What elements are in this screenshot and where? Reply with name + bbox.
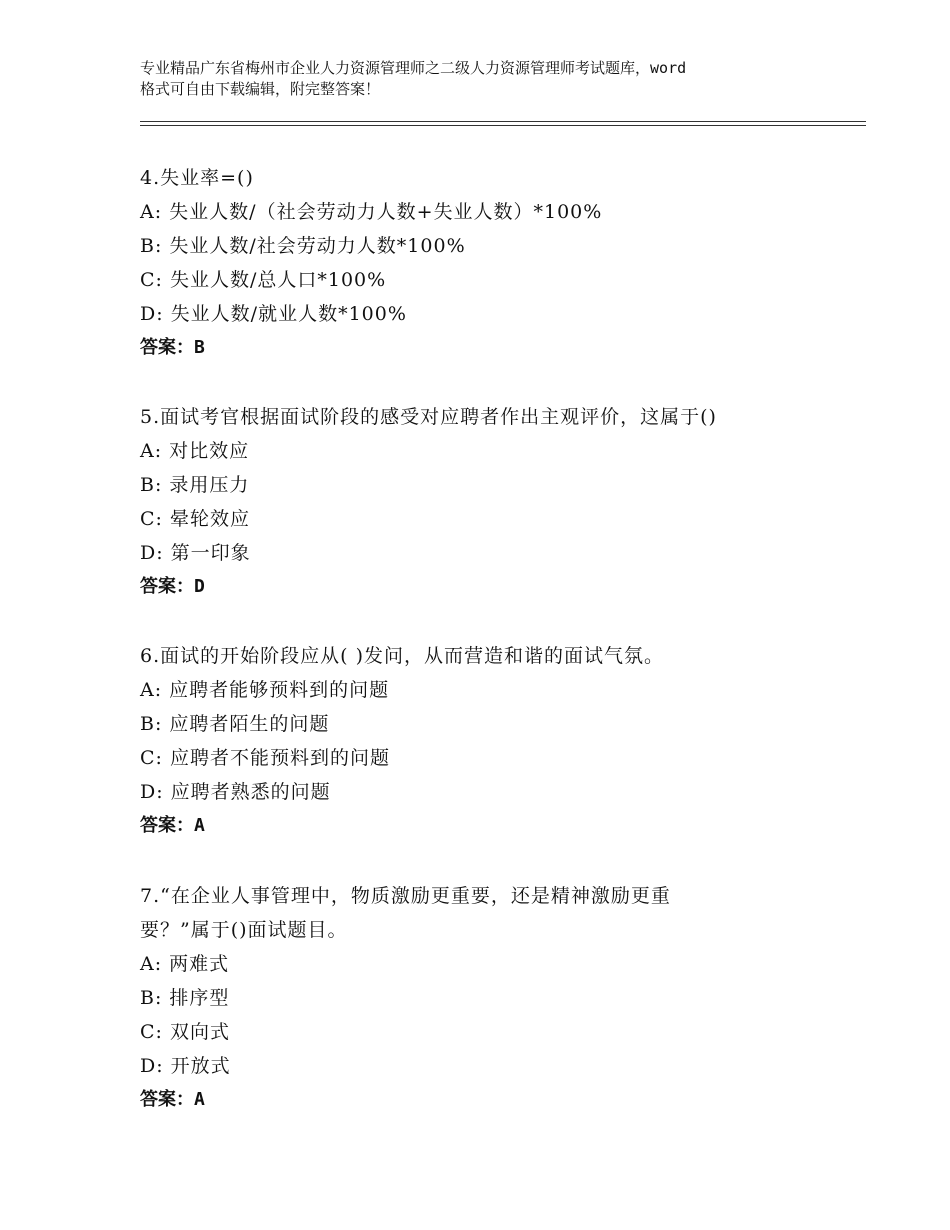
header-divider xyxy=(140,121,866,126)
answer-value: A xyxy=(194,815,205,836)
answer-label: 答案： xyxy=(140,1089,194,1110)
answer-value: B xyxy=(194,337,205,358)
option-b: B: 失业人数/社会劳动力人数*100% xyxy=(140,235,466,257)
option-b: B: 排序型 xyxy=(140,987,230,1009)
question-5 xyxy=(140,400,860,604)
header-line-1: 专业精品广东省梅州市企业人力资源管理师之二级人力资源管理师考试题库，word xyxy=(140,59,687,77)
option-b: B: 录用压力 xyxy=(140,474,250,496)
question-stem: 5.面试考官根据面试阶段的感受对应聘者作出主观评价，这属于() xyxy=(140,406,717,428)
header-line-2: 格式可自由下载编辑，附完整答案！ xyxy=(140,80,381,98)
option-d: D: 开放式 xyxy=(140,1055,231,1077)
question-4 xyxy=(140,161,860,365)
question-stem-line-2: 要？”属于()面试题目。 xyxy=(140,919,348,941)
answer-label: 答案： xyxy=(140,337,194,358)
question-stem: 6.面试的开始阶段应从( )发问，从而营造和谐的面试气氛。 xyxy=(140,645,664,667)
answer-line xyxy=(140,331,860,365)
option-c: C: 应聘者不能预料到的问题 xyxy=(140,747,390,769)
answer-line xyxy=(140,809,860,843)
question-6 xyxy=(140,639,860,843)
question-7 xyxy=(140,879,860,1117)
option-d: D: 第一印象 xyxy=(140,542,251,564)
answer-label: 答案： xyxy=(140,815,194,836)
question-stem: 4.失业率=() xyxy=(140,167,254,189)
answer-line xyxy=(140,570,860,604)
document-header xyxy=(140,58,840,100)
option-a: A: 失业人数/（社会劳动力人数+失业人数）*100% xyxy=(140,201,603,223)
answer-value: D xyxy=(194,576,205,597)
option-d: D: 应聘者熟悉的问题 xyxy=(140,781,331,803)
option-b: B: 应聘者陌生的问题 xyxy=(140,713,330,735)
answer-label: 答案： xyxy=(140,576,194,597)
option-a: A: 应聘者能够预料到的问题 xyxy=(140,679,390,701)
answer-value: A xyxy=(194,1089,205,1110)
option-c: C: 晕轮效应 xyxy=(140,508,250,530)
option-c: C: 双向式 xyxy=(140,1021,230,1043)
question-stem-line-1: 7.“在企业人事管理中，物质激励更重要，还是精神激励更重 xyxy=(140,885,671,907)
option-a: A: 对比效应 xyxy=(140,440,250,462)
answer-line xyxy=(140,1083,860,1117)
option-c: C: 失业人数/总人口*100% xyxy=(140,269,387,291)
option-a: A: 两难式 xyxy=(140,953,230,975)
option-d: D: 失业人数/就业人数*100% xyxy=(140,303,407,325)
